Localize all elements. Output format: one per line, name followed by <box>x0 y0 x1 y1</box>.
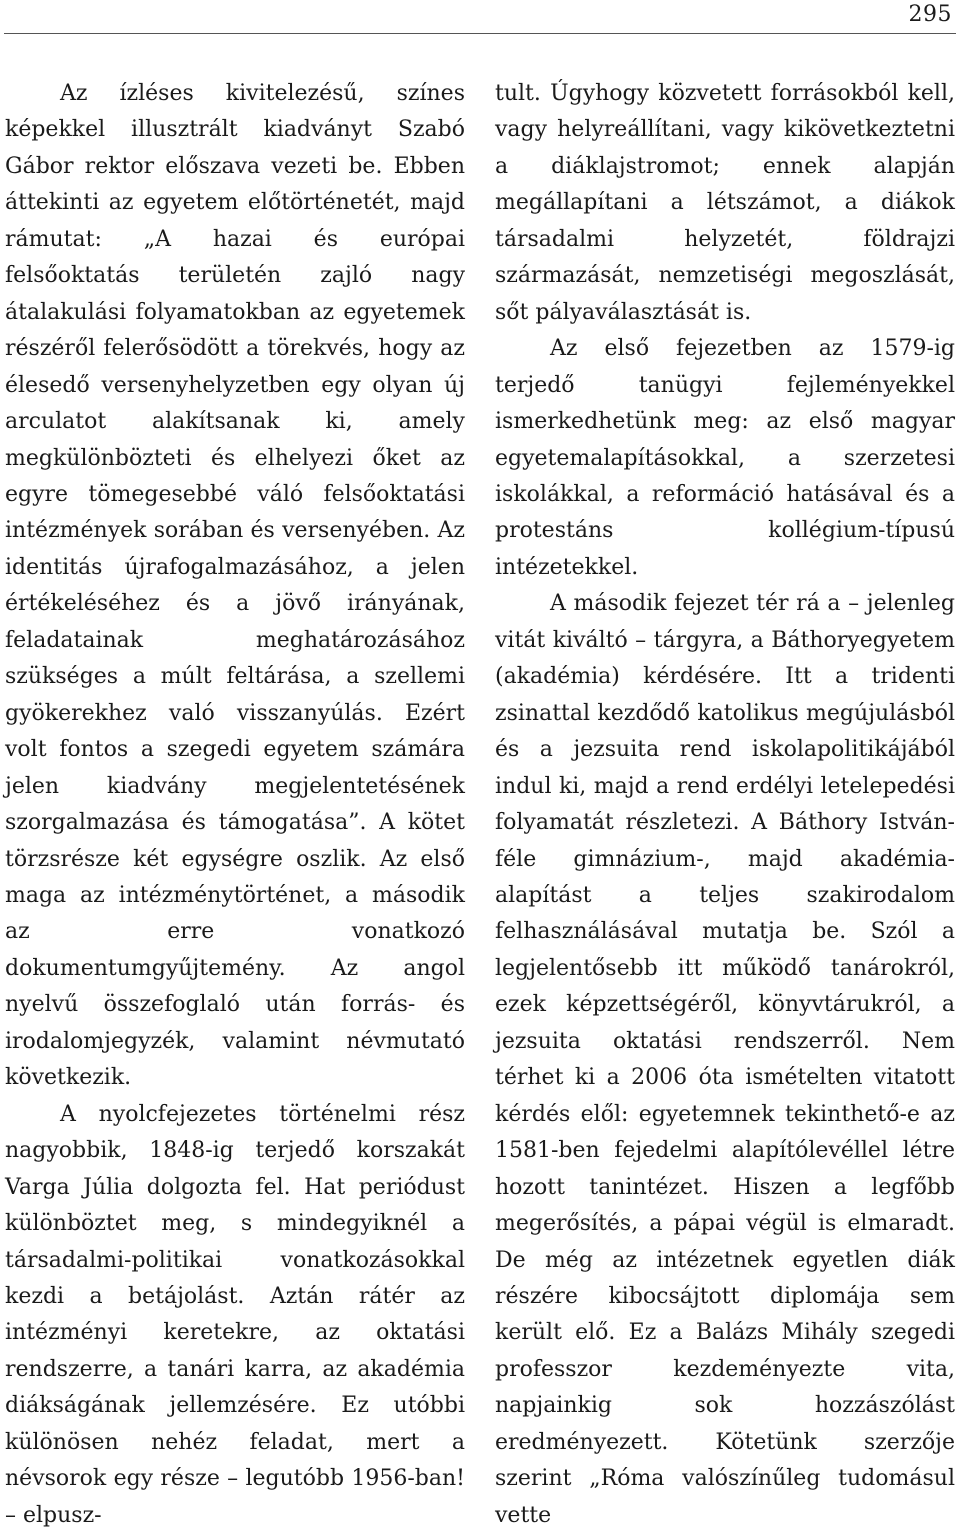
paragraph-intro: Az ízléses kivitelezésű, színes képekkel illusztrált kiadványt Szabó Gábor rektor előszava vezeti be. Ebben áttekinti az egyetem előtörténetét, majd rámutat: „A hazai és európai felsőoktatás területén zajló nagy átalakulási folyamatokban az egyetemek részéről felerősödött a törekvés, hogy az élesedő versenyhelyzetben egy olyan új arculatot alakítsanak ki, amely megkülönbözteti és elhelyezi őket az egyre tömegesebbé váló felsőoktatási intézmények sorában és versenyében. Az identitás újrafogalmazásához, a jelen értékeléséhez és a jövő irányának, feladatainak meghatározásához szükséges a múlt feltárása, a szellemi gyökerekhez való visszanyúlás. Ezért volt fontos a szegedi egyetem számára jelen kiadvány megjelentetésének szorgalmazása és támogatása”. A kötet törzsrésze két egységre oszlik. Az első maga az intézménytörténet, a második az erre vonatkozó dokumentumgyűjtemény. Az angol nyelvű összefoglaló után forrás- és irodalomjegyzék, valamint névmutató következik. <box>5 81 465 1091</box>
paragraph-second-chapter: A második fejezet tér rá a – jelenleg vitát kiváltó – tárgyra, a Báthoryegyetem (akadémia) kérdésére. Itt a tridenti zsinattal kezdődő katolikus megújulásból és a jezsuita rend iskolapolitikájából indul ki, majd a rend erdélyi letelepedési folyamatát részletezi. A Báthory István-féle gimnázium-, majd akadémia-alapítást a teljes szakirodalom felhasználásával mutatja be. Szól a legjelentősebb itt működő tanárokról, ezek képzettségéről, könyvtárukról, a jezsuita oktatási rendszerről. Nem térhet ki a 2006 óta ismételten vitatott kérdés elől: egyetemnek tekinthető-e az 1581-ben fejedelmi alapítólevéllel létre hozott tanintézet. Hiszen a legfőbb megerősítés, a pápai végül is elmaradt. De még az intézetnek egyetlen diák részére kibocsájtott diplomája sem került elő. Ez a Balázs Mihály szegedi professzor kezdeményezte vita, napjainkig sok hozzászólást eredményezett. Kötetünk szerzője szerint „Róma valószínűleg tudomásul vette <box>495 591 955 1528</box>
paragraph-history-part: A nyolcfejezetes történelmi rész nagyobbik, 1848-ig terjedő korszakát Varga Júlia dolgozta fel. Hat periódust különböztet meg, s mindegyiknél a társadalmi-politikai vonatkozásokkal kezdi a betájolást. Aztán rátér az intézményi keretekre, az oktatási rendszerre, a tanári karra, az akadémia diákságának jellemzésére. Ez utóbbi különösen nehéz feladat, mert a névsorok egy része – legutóbb 1956-ban! – elpusz- <box>5 1101 465 1528</box>
paragraph-continuation: tult. Úgyhogy közvetett forrásokból kell, vagy helyreállítani, vagy kikövetkeztetni a diáklajstromot; ennek alapján megállapítani a létszámot, a diákok társadalmi helyzetét, földrajzi származását, nemzetiségi megoszlását, sőt pályaválasztását is. <box>495 81 955 325</box>
page-header <box>0 0 960 40</box>
paragraph-first-chapter: Az első fejezetben az 1579-ig terjedő tanügyi fejleményekkel ismerkedhetünk meg: az első magyar egyetemalapításokkal, a szerzetesi iskolákkal, a reformáció hatásával és a protestáns kollégium-típusú intézetekkel. <box>495 336 955 580</box>
right-column <box>495 76 955 1534</box>
header-rule <box>4 33 956 34</box>
page-number: 295 <box>908 2 952 27</box>
left-column <box>5 76 465 1534</box>
